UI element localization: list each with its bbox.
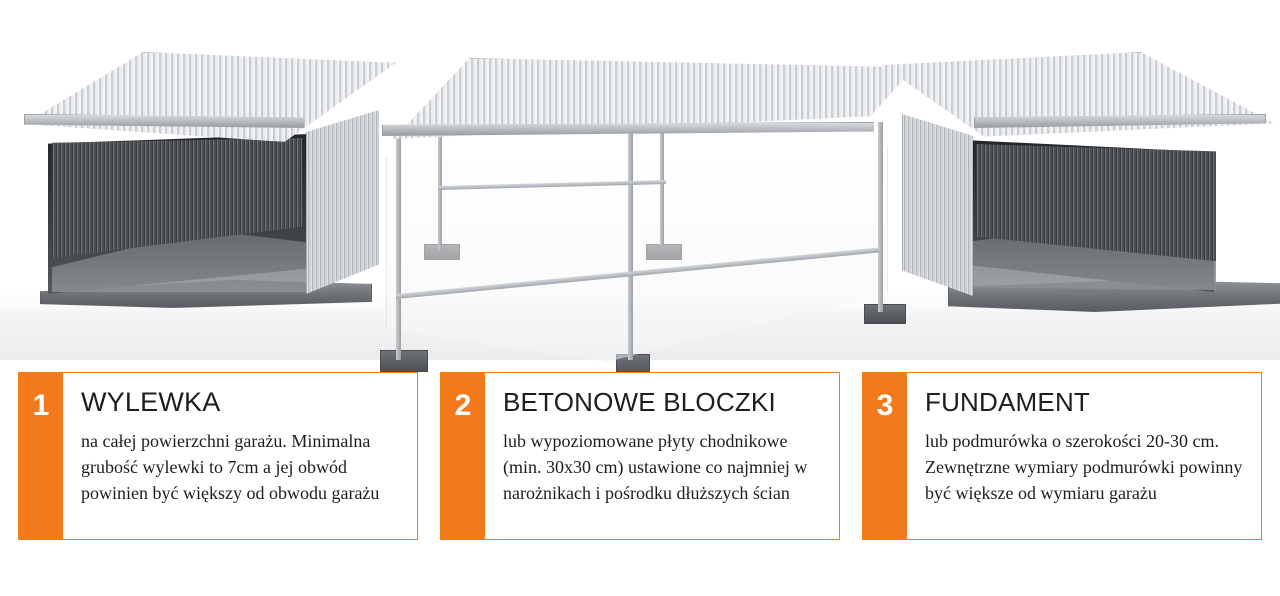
caption-description-1: na całej powierzchni garażu. Minimalna grubość wylewki to 7cm a jej obwód powinien być większy od obwodu garażu (81, 431, 380, 503)
caption-card-3 (862, 372, 1262, 540)
caption-description-2: lub wypoziomowane płyty chodnikowe (min. 30x30 cm) ustawione co najmniej w narożnikach i pośrodku dłuższych ścian (503, 431, 808, 503)
garage-center (372, 58, 912, 330)
caption-number-1: 1 (19, 373, 63, 539)
caption-number-3: 3 (863, 373, 907, 539)
caption-title-2: BETONOWE BLOCZKI (503, 387, 776, 417)
caption-title-1: WYLEWKA (81, 387, 221, 417)
garage-center-volume (386, 128, 888, 362)
caption-title-3: FUNDAMENT (925, 387, 1091, 417)
garage-left-side-wall (306, 110, 379, 294)
caption-body-1 (63, 373, 417, 539)
frame-post-front-mid (628, 126, 633, 360)
garage-left (18, 52, 398, 327)
caption-body-2 (485, 373, 839, 539)
garage-right-side-wall (902, 114, 973, 296)
caption-body-3 (907, 373, 1261, 539)
caption-card-1 (18, 372, 418, 540)
caption-card-2 (440, 372, 840, 540)
frame-post-front-right (878, 122, 883, 312)
garage-right (888, 52, 1280, 327)
caption-cards (0, 372, 1280, 552)
caption-number-2: 2 (441, 373, 485, 539)
frame-post-front-left (396, 132, 401, 360)
concrete-block-front-left (380, 350, 428, 372)
caption-description-3: lub podmurówka o szerokości 20-30 cm. Zewnętrzne wymiary podmurówki powinny być większe od wymiaru garażu (925, 431, 1243, 503)
